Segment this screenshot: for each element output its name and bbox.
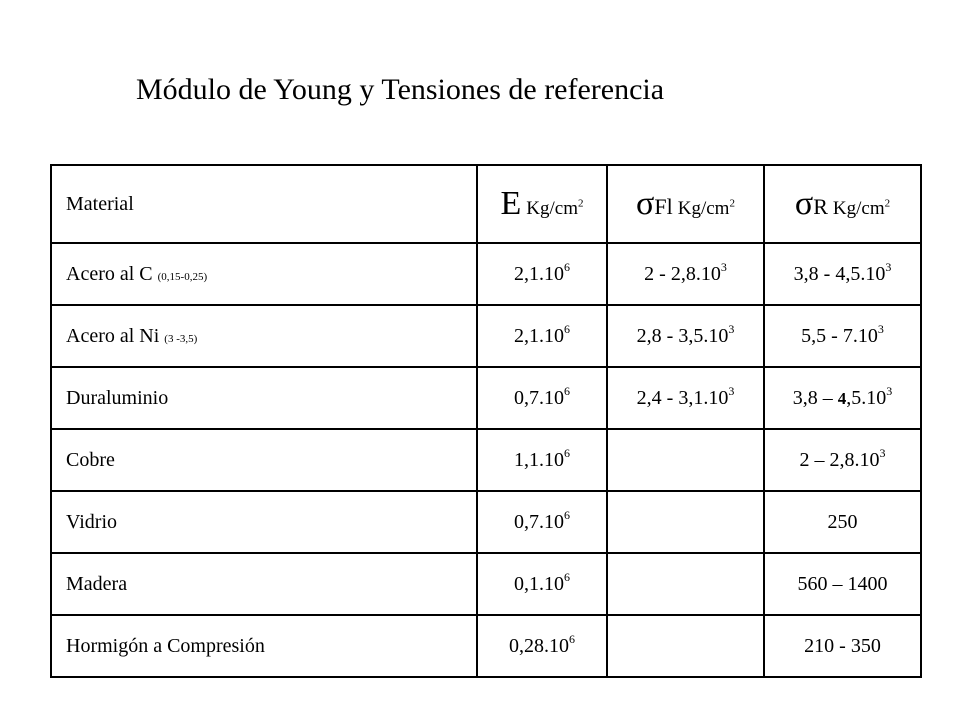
e-value: 1,1.10 (514, 448, 564, 471)
e-exp: 6 (564, 445, 570, 460)
header-young-modulus (477, 165, 607, 243)
r-value: 210 - 350 (804, 634, 881, 657)
table-row (51, 367, 921, 429)
table-row (51, 243, 921, 305)
cell-fl (607, 367, 764, 429)
r-exp: 3 (877, 321, 884, 336)
header-yield-stress (607, 165, 764, 243)
table-row (51, 305, 921, 367)
fl-value: 2,4 - 3,1.10 (636, 386, 729, 409)
e-exp: 6 (564, 507, 570, 522)
material-name: Madera (66, 572, 128, 595)
material-name: Cobre (66, 448, 115, 471)
fl-exp: 3 (728, 321, 735, 336)
table-row (51, 429, 921, 491)
header-material: Material (51, 165, 477, 243)
e-exp: 6 (564, 259, 570, 274)
header-e-symbol: E (500, 185, 522, 222)
cell-material (51, 243, 477, 305)
e-value: 0,1.10 (514, 572, 564, 595)
r-value: 3,8 - 4,5.10 (793, 262, 886, 285)
fl-exp: 3 (720, 259, 727, 274)
cell-material (51, 491, 477, 553)
header-r-sub: R (813, 194, 828, 219)
cell-material (51, 367, 477, 429)
cell-e (477, 243, 607, 305)
cell-r (764, 553, 921, 615)
header-r-unit-text: Kg/cm (832, 198, 885, 219)
r-value: 250 (827, 510, 858, 533)
e-value: 0,7.10 (514, 510, 564, 533)
e-value: 0,7.10 (514, 386, 564, 409)
cell-e (477, 615, 607, 677)
e-exp: 6 (564, 569, 570, 584)
r-value-post: ,5.10 (846, 386, 887, 409)
cell-e (477, 553, 607, 615)
fl-exp: 3 (728, 383, 735, 398)
r-value: 2 – 2,8.10 (799, 448, 880, 471)
e-value: 0,28.10 (509, 634, 569, 657)
cell-e (477, 305, 607, 367)
cell-e (477, 429, 607, 491)
cell-r (764, 305, 921, 367)
e-exp: 6 (564, 383, 570, 398)
header-r-unit-exp: 2 (884, 197, 891, 210)
r-value-pre: 3,8 – (792, 386, 838, 409)
cell-material (51, 305, 477, 367)
table-row (51, 491, 921, 553)
material-name: Acero al Ni (66, 324, 160, 347)
header-r-symbol: σ (794, 185, 814, 222)
data-table (50, 164, 922, 678)
fl-value: 2 - 2,8.10 (644, 262, 721, 285)
cell-fl (607, 491, 764, 553)
header-fl-unit-text: Kg/cm (677, 198, 730, 219)
e-value: 2,1.10 (514, 324, 564, 347)
cell-fl (607, 553, 764, 615)
r-exp: 3 (885, 259, 892, 274)
e-exp: 6 (569, 631, 575, 646)
r-exp: 3 (879, 445, 886, 460)
cell-e (477, 491, 607, 553)
table-row (51, 615, 921, 677)
cell-r (764, 367, 921, 429)
header-rupture-stress (764, 165, 921, 243)
fl-value: 2,8 - 3,5.10 (636, 324, 729, 347)
cell-fl (607, 429, 764, 491)
cell-fl (607, 305, 764, 367)
material-name: Acero al C (66, 262, 153, 285)
header-fl-unit (678, 198, 735, 219)
e-value: 2,1.10 (514, 262, 564, 285)
table-header-row (51, 165, 921, 243)
r-exp: 3 (886, 383, 893, 398)
cell-r (764, 243, 921, 305)
material-name: Hormigón a Compresión (66, 634, 265, 657)
header-fl-sub: Fl (654, 194, 673, 219)
material-name: Duraluminio (66, 386, 169, 409)
cell-fl (607, 615, 764, 677)
cell-r (764, 429, 921, 491)
header-e-unit (526, 198, 583, 219)
r-value: 560 – 1400 (797, 572, 888, 595)
cell-e (477, 367, 607, 429)
table-row (51, 553, 921, 615)
header-r-unit (833, 198, 890, 219)
header-fl-unit-exp: 2 (729, 197, 735, 210)
cell-r (764, 615, 921, 677)
material-note: (0,15-0,25) (157, 270, 208, 283)
cell-material (51, 553, 477, 615)
e-exp: 6 (564, 321, 570, 336)
cell-fl (607, 243, 764, 305)
header-e-unit-exp: 2 (578, 197, 584, 210)
cell-r (764, 491, 921, 553)
r-value: 5,5 - 7.10 (801, 324, 878, 347)
header-fl-symbol: σ (636, 185, 655, 222)
material-note: (3 -3,5) (164, 332, 198, 345)
material-name: Vidrio (66, 510, 118, 533)
cell-material (51, 615, 477, 677)
r-value-bold: 4 (837, 388, 847, 408)
header-e-unit-text: Kg/cm (526, 198, 578, 219)
cell-material (51, 429, 477, 491)
page-title: Módulo de Young y Tensiones de referencia (136, 73, 665, 106)
